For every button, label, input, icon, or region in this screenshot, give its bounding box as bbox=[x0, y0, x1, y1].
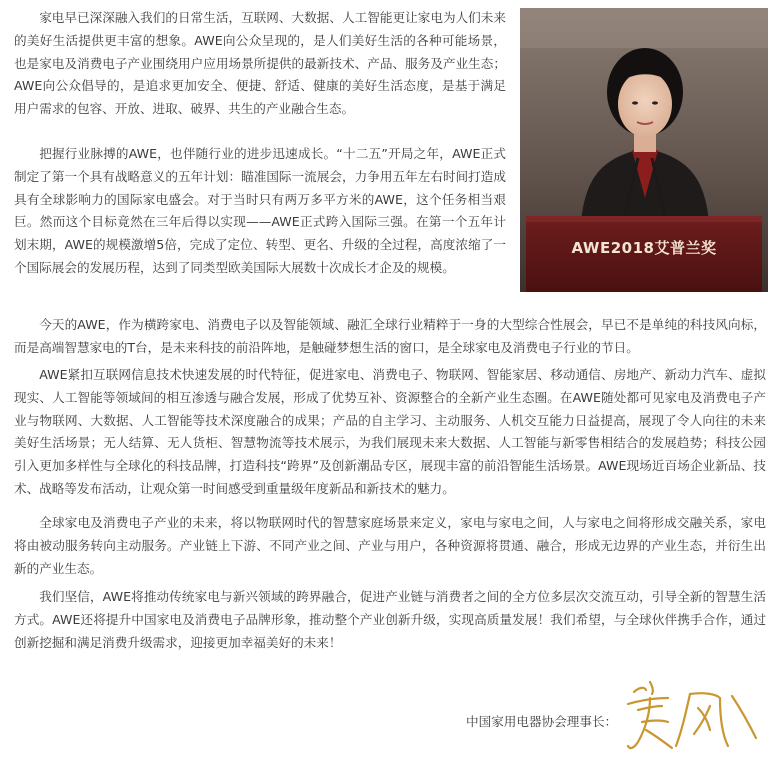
podium-sign: AWE2018艾普兰奖 bbox=[571, 239, 717, 257]
handwritten-signature bbox=[616, 676, 776, 756]
article-paragraph-1: 家电早已深深融入我们的日常生活，互联网、大数据、人工智能更让家电为人们未来的美好生活提供更丰富的想象。AWE向公众呈现的，是人们美好生活的各种可能场景，也是家电及消费电子产业围绕用户应用场景所提供的最新技术、产品、服务及产业生态；AWE向公众倡导的，是追求更加安全、便捷、舒适、健康的美好生活态度，是基于满足用户需求的包容、开放、进取、破界、共生的产业融合生态。 bbox=[14, 10, 506, 117]
signature-title: 中国家用电器协会理事长： bbox=[466, 714, 618, 729]
article-paragraph-6: 我们坚信，AWE将推动传统家电与新兴领域的跨界融合，促进产业链与消费者之间的全方位多层次交流互动，引导全新的智慧生活方式。AWE还将提升中国家电及消费电子品牌形象，推动整个产业创新升级，实现高质量发展！我们希望，与全球伙伴携手合作，通过创新挖掘和满足消费升级需求，迎接更加幸福美好的未来！ bbox=[14, 589, 766, 650]
article-paragraph-5: 全球家电及消费电子产业的未来，将以物联网时代的智慧家庭场景来定义，家电与家电之间，人与家电之间将形成交融关系，家电将由被动服务转向主动服务。产业链上下游、不同产业之间、产业与用户，各种资源将贯通、融合，形成无边界的产业生态，并衍生出新的产业生态。 bbox=[14, 515, 766, 576]
article-paragraph-3: 今天的AWE，作为横跨家电、消费电子以及智能领域、融汇全球行业精粹于一身的大型综合性展会，早已不是单纯的科技风向标，而是高端智慧家电的T台，是未来科技的前沿阵地，是触碰梦想生活的窗口，是全球家电及消费电子行业的节日。 bbox=[14, 317, 766, 355]
article-paragraph-2: 把握行业脉搏的AWE，也伴随行业的进步迅速成长。“十二五”开局之年，AWE正式制定了第一个具有战略意义的五年计划：瞄准国际一流展会，力争用五年左右时间打造成具有全球影响力的国际家电盛会。对于当时只有两万多平方米的AWE，这个任务相当艰巨。然而这个目标竟然在三年后得以实现——AWE正式跨入国际三强。在第一个五年计划末期，AWE的规模激增5倍，完成了定位、转型、更名、升级的全过程，高度浓缩了一个国际展会的发展历程，达到了同类型欧美国际大展数十次成长才企及的规模。 bbox=[14, 146, 506, 275]
article-paragraph-4: AWE紧扣互联网信息技术快速发展的时代特征，促进家电、消费电子、物联网、智能家居、移动通信、房地产、新动力汽车、虚拟现实、人工智能等领域间的相互渗透与融合发展，形成了优势互补、资源整合的全新产业生态圈。在AWE随处都可见家电及消费电子产业与物联网、大数据、人工智能等技术深度融合的成果；产品的自主学习、主动服务、人机交互能力日益提高，展现了令人向往的未来美好生活场景；无人结算、无人货柜、智慧物流等技术展示，为我们展现未来大数据、人工智能与新零售相结合的发展趋势；科技公园引入更加多样性与全球化的科技品牌，打造科技“跨界”及创新潮品专区，展现丰富的前沿智能生活场景。AWE现场近百场企业新品、技术、战略等发布活动，让观众第一时间感受到重量级年度新品和新技术的魅力。 bbox=[14, 367, 766, 496]
speaker-photo bbox=[520, 8, 768, 292]
